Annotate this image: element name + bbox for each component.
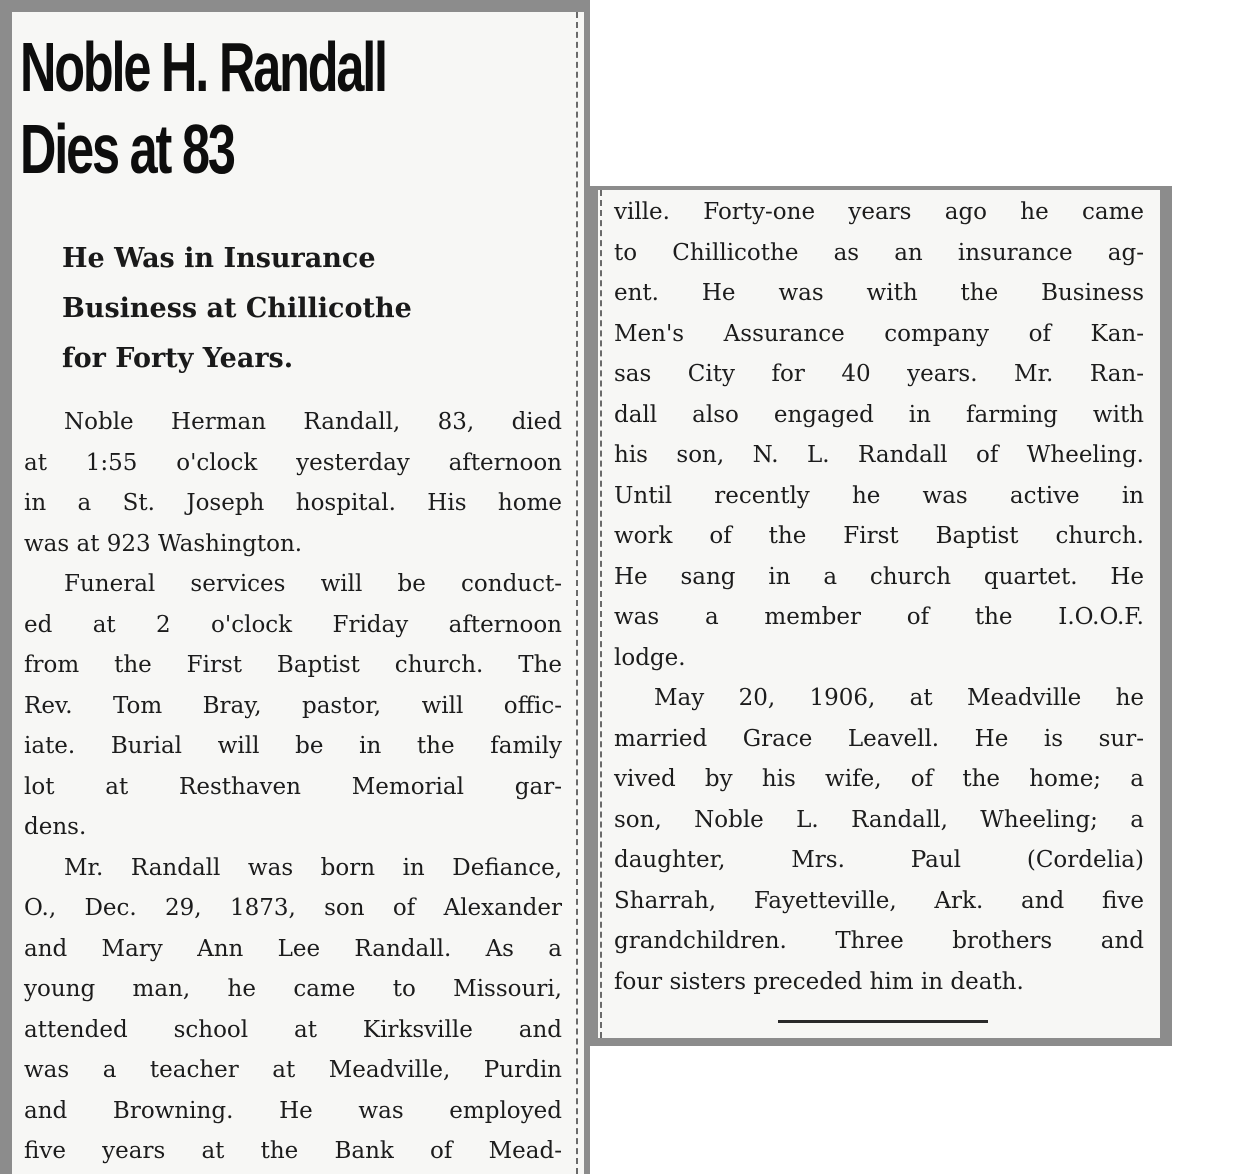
subheadline-line: for Forty Years. xyxy=(62,343,294,374)
article-text-line: ed at 2 o'clock Friday afternoon xyxy=(24,611,562,638)
subheadline-line: Business at Chillicothe xyxy=(62,293,412,324)
headline-line: Noble H. Randall xyxy=(20,28,386,106)
article-text-line: Men's Assurance company of Kan- xyxy=(614,320,1144,347)
article-text-line: Until recently he was active in xyxy=(614,482,1144,509)
article-text-line: ent. He was with the Business xyxy=(614,280,1144,306)
headline-line: Dies at 83 xyxy=(20,110,234,188)
article-text-line: lot at Resthaven Memorial gar- xyxy=(24,773,562,800)
article-text-line: ville. Forty-one years ago he came xyxy=(614,199,1144,225)
article-text-line: Noble Herman Randall, 83, died xyxy=(64,409,562,435)
subheadline xyxy=(62,234,412,384)
subheadline-line: He Was in Insurance xyxy=(62,243,376,274)
article-body-right xyxy=(614,192,1144,1002)
column-rule xyxy=(600,190,602,1038)
article-text-line: from the First Baptist church. The xyxy=(24,652,562,678)
article-text-line: and Mary Ann Lee Randall. As a xyxy=(24,935,562,962)
headline xyxy=(20,26,386,190)
article-text-line: Sharrah, Fayetteville, Ark. and five xyxy=(614,887,1144,914)
article-text-line: iate. Burial will be in the family xyxy=(24,733,562,759)
article-text-line: O., Dec. 29, 1873, son of Alexander xyxy=(24,895,562,921)
article-text-line: vived by his wife, of the home; a xyxy=(614,766,1144,792)
article-text-line: five years at the Bank of Mead- xyxy=(24,1138,562,1164)
article-text-line: sas City for 40 years. Mr. Ran- xyxy=(614,361,1144,387)
article-text-line: attended school at Kirksville and xyxy=(24,1016,562,1043)
article-text-line: in a St. Joseph hospital. His home xyxy=(24,490,562,516)
article-text-line: daughter, Mrs. Paul (Cordelia) xyxy=(614,847,1144,873)
article-text-line: lodge. xyxy=(614,644,686,671)
article-text-line: to Chillicothe as an insurance ag- xyxy=(614,239,1144,266)
article-text-line: and Browning. He was employed xyxy=(24,1097,562,1124)
article-text-line: was a member of the I.O.O.F. xyxy=(614,604,1144,630)
article-text-line: grandchildren. Three brothers and xyxy=(614,928,1144,954)
article-text-line: He sang in a church quartet. He xyxy=(614,563,1144,590)
article-text-line: son, Noble L. Randall, Wheeling; a xyxy=(614,806,1144,833)
article-text-line: four sisters preceded him in death. xyxy=(614,968,1024,995)
end-of-article-rule xyxy=(778,1020,988,1023)
article-text-line: dall also engaged in farming with xyxy=(614,401,1144,428)
article-body-left xyxy=(24,402,562,1172)
article-text-line: was at 923 Washington. xyxy=(24,530,303,557)
article-text-line: Mr. Randall was born in Defiance, xyxy=(64,854,562,881)
article-text-line: Funeral services will be conduct- xyxy=(64,571,562,597)
article-text-line: Rev. Tom Bray, pastor, will offic- xyxy=(24,692,562,719)
article-text-line: married Grace Leavell. He is sur- xyxy=(614,725,1144,752)
article-text-line: was a teacher at Meadville, Purdin xyxy=(24,1057,562,1083)
column-rule xyxy=(576,12,578,1174)
article-text-line: his son, N. L. Randall of Wheeling. xyxy=(614,442,1144,468)
article-text-line: dens. xyxy=(24,814,87,840)
clipping-left xyxy=(12,12,584,1174)
article-text-line: at 1:55 o'clock yesterday afternoon xyxy=(24,449,562,476)
article-text-line: young man, he came to Missouri, xyxy=(24,976,562,1002)
article-text-line: work of the First Baptist church. xyxy=(614,523,1144,549)
clipping-right xyxy=(598,190,1160,1038)
article-text-line: May 20, 1906, at Meadville he xyxy=(654,685,1144,711)
